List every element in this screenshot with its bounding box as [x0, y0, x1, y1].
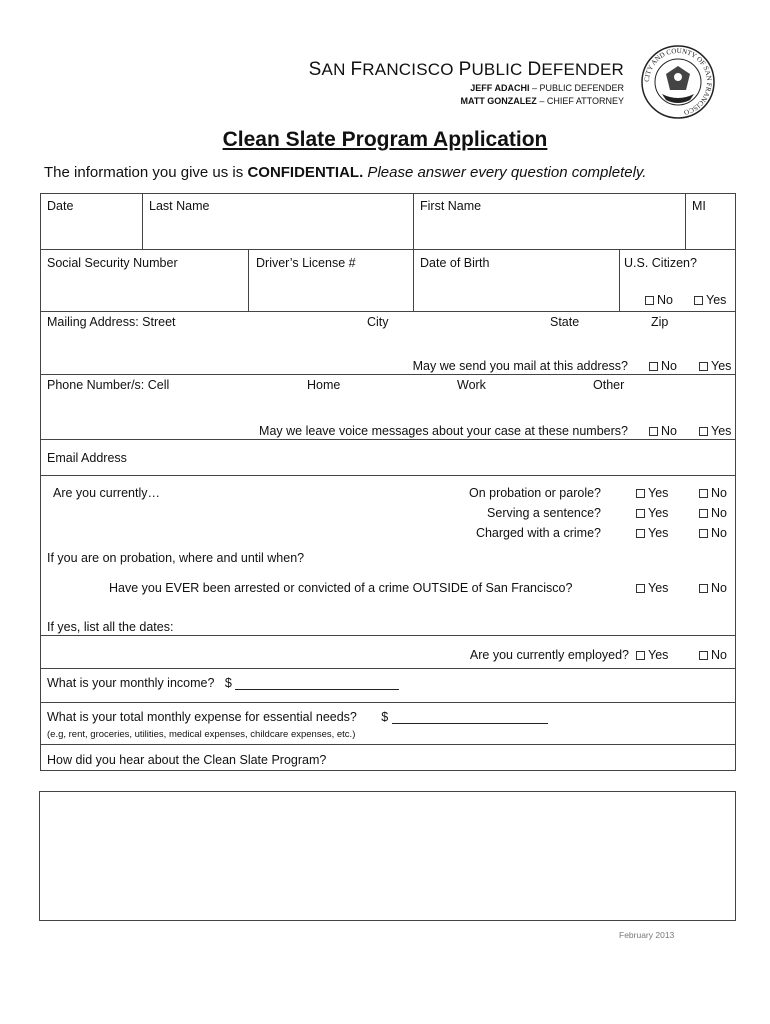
voice-message-question: May we leave voice messages about your case at these numbers?: [259, 424, 628, 438]
org-name: SAN FRANCISCO PUBLIC DEFENDER: [308, 59, 624, 80]
list-dates-label: If yes, list all the dates:: [47, 620, 174, 634]
checkbox-icon[interactable]: [699, 509, 708, 518]
sentence-question: Serving a sentence?: [487, 506, 601, 520]
checkbox-icon[interactable]: [636, 489, 645, 498]
state-label: State: [550, 315, 580, 329]
expense-field[interactable]: [392, 710, 548, 724]
probation-where-label: If you are on probation, where and until when?: [47, 551, 305, 565]
income-field[interactable]: [235, 676, 399, 690]
employed-question: Are you currently employed?: [469, 648, 629, 662]
svg-text:CITY AND COUNTY OF SAN FRANCIS: CITY AND COUNTY OF SAN FRANCISCO: [642, 46, 714, 117]
ssn-label: Social Security Number: [47, 256, 178, 270]
response-box[interactable]: [39, 791, 736, 921]
mail-no-option[interactable]: No: [649, 359, 677, 373]
application-form: [40, 193, 736, 771]
checkbox-icon[interactable]: [649, 362, 658, 371]
intro-text: The information you give us is CONFIDENTIAL. Please answer every question completely.: [44, 164, 647, 181]
currently-label: Are you currently…: [53, 486, 160, 500]
chief-attorney-line: MATT GONZALEZ – CHIEF ATTORNEY: [460, 96, 624, 106]
probation-yes-option[interactable]: Yes: [636, 486, 668, 500]
date-label: Date: [47, 199, 74, 213]
checkbox-icon[interactable]: [694, 296, 703, 305]
charged-yes-option[interactable]: Yes: [636, 526, 668, 540]
ever-yes-option[interactable]: Yes: [636, 581, 668, 595]
mail-question: May we send you mail at this address?: [412, 359, 628, 373]
ever-arrested-question: Have you EVER been arrested or convicted of a crime OUTSIDE of San Francisco?: [109, 581, 573, 595]
dob-label: Date of Birth: [420, 256, 490, 270]
employed-no-option[interactable]: No: [699, 648, 727, 662]
public-defender-line: JEFF ADACHI – PUBLIC DEFENDER: [470, 83, 624, 93]
checkbox-icon[interactable]: [645, 296, 654, 305]
ever-no-option[interactable]: No: [699, 581, 727, 595]
phone-home-label: Home: [307, 378, 341, 392]
hear-about-question: How did you hear about the Clean Slate Program?: [47, 753, 327, 767]
page-title: Clean Slate Program Application: [222, 128, 548, 151]
employed-yes-option[interactable]: Yes: [636, 648, 668, 662]
email-label: Email Address: [47, 451, 127, 465]
checkbox-icon[interactable]: [636, 529, 645, 538]
checkbox-icon[interactable]: [699, 529, 708, 538]
checkbox-icon[interactable]: [649, 427, 658, 436]
checkbox-icon[interactable]: [699, 489, 708, 498]
sentence-yes-option[interactable]: Yes: [636, 506, 668, 520]
phone-work-label: Work: [457, 378, 486, 392]
citizen-no-option[interactable]: No: [645, 293, 673, 307]
expense-question: What is your total monthly expense for essential needs? $: [47, 710, 548, 724]
first-name-label: First Name: [420, 199, 482, 213]
expense-note: (e.g, rent, groceries, utilities, medical expenses, childcare expenses, etc.): [47, 729, 356, 740]
charged-question: Charged with a crime?: [475, 526, 601, 540]
mail-yes-option[interactable]: Yes: [699, 359, 731, 373]
checkbox-icon[interactable]: [699, 362, 708, 371]
checkbox-icon[interactable]: [699, 584, 708, 593]
drivers-license-label: Driver’s License #: [256, 256, 356, 270]
city-seal-icon: [640, 44, 716, 120]
last-name-label: Last Name: [149, 199, 210, 213]
city-label: City: [367, 315, 389, 329]
checkbox-icon[interactable]: [699, 651, 708, 660]
probation-question: On probation or parole?: [468, 486, 601, 500]
citizen-label: U.S. Citizen?: [624, 256, 697, 270]
citizen-yes-option[interactable]: Yes: [694, 293, 726, 307]
voice-yes-option[interactable]: Yes: [699, 424, 731, 438]
phone-other-label: Other: [593, 378, 625, 392]
mi-label: MI: [692, 199, 706, 213]
sentence-no-option[interactable]: No: [699, 506, 727, 520]
phone-cell-label: Phone Number/s: Cell: [47, 378, 170, 392]
voice-no-option[interactable]: No: [649, 424, 677, 438]
checkbox-icon[interactable]: [699, 427, 708, 436]
probation-no-option[interactable]: No: [699, 486, 727, 500]
income-question: What is your monthly income? $: [47, 676, 399, 690]
zip-label: Zip: [651, 315, 669, 329]
checkbox-icon[interactable]: [636, 584, 645, 593]
charged-no-option[interactable]: No: [699, 526, 727, 540]
checkbox-icon[interactable]: [636, 651, 645, 660]
checkbox-icon[interactable]: [636, 509, 645, 518]
mailing-address-label: Mailing Address: Street: [47, 315, 176, 329]
footer-date: February 2013: [619, 930, 675, 940]
